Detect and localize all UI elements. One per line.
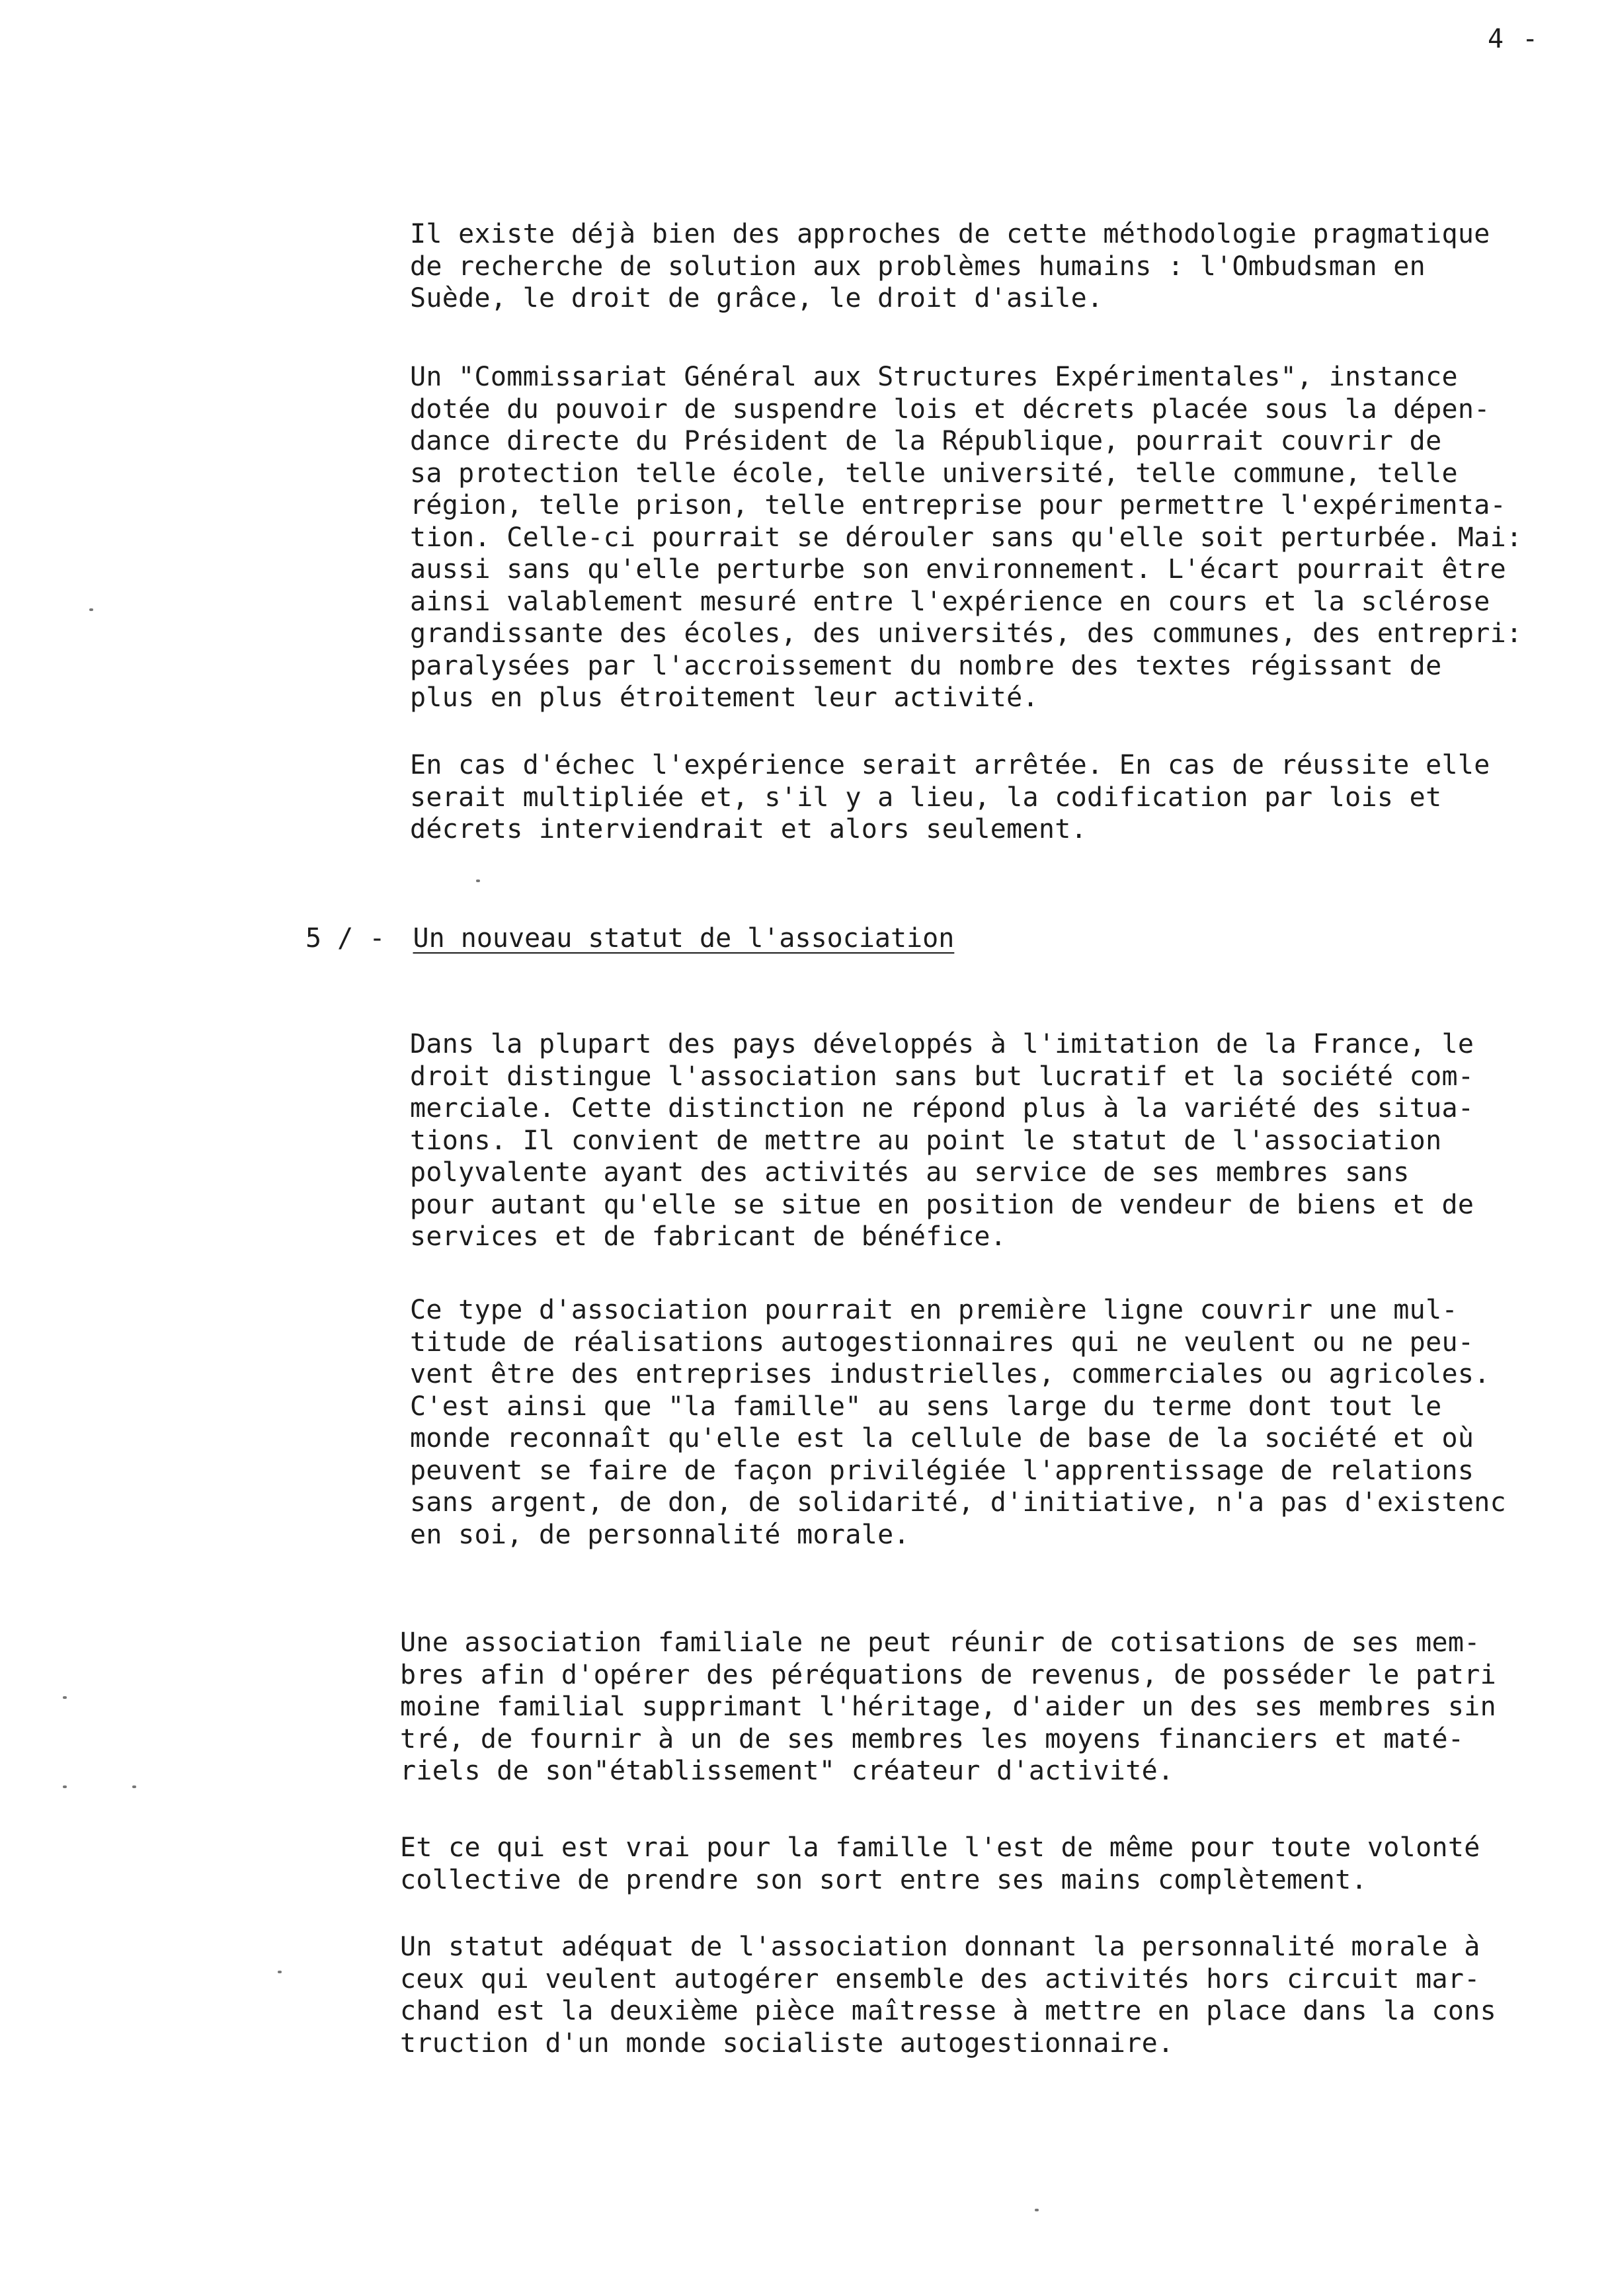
scan-speck <box>476 880 480 882</box>
section-heading <box>305 922 954 954</box>
section-number: 5 / - <box>305 923 385 954</box>
scan-speck <box>1035 2209 1039 2211</box>
paragraph-echec: En cas d'échec l'expérience serait arrêtée. En cas de réussite elle serait multipliée et, s'il y a lieu, la codification par lois et décrets interviendrait et alors seulement. <box>410 750 1490 844</box>
paragraph-type-association: Ce type d'association pourrait en première ligne couvrir une mul- titude de réalisations autogestionnaires qui ne veulent ou ne peu- vent être des entreprises industrielles, commerciales ou agricoles. C'est ainsi que "la famille" au sens large du terme dont tout le monde reconnaît qu'elle est la cellule de base de la société et où peuvent se faire de façon privilégiée l'apprentissage de relations sans argent, de don, de solidarité, d'initiative, n'a pas d'existenc en soi, de personnalité morale. <box>410 1295 1506 1550</box>
scan-speck <box>278 1971 282 1973</box>
scan-speck <box>63 1696 67 1699</box>
section-title: Un nouveau statut de l'association <box>413 923 955 954</box>
scan-speck <box>63 1785 67 1788</box>
page-number: 4 - <box>1488 24 1540 54</box>
scan-speck <box>89 608 93 611</box>
paragraph-statut-adequat: Un statut adéquat de l'association donnant la personnalité morale à ceux qui veulent autogérer ensemble des activités hors circuit mar- chand est la deuxième pièce maîtresse à mettre en place dans la cons truction d'un monde socialiste autogestionnaire. <box>400 1932 1496 2059</box>
scan-speck <box>132 1785 136 1788</box>
paragraph-famille-volonte: Et ce qui est vrai pour la famille l'est de même pour toute volonté collective de prendre son sort entre ses mains complètement. <box>400 1832 1480 1895</box>
paragraph-commissariat: Un "Commissariat Général aux Structures Expérimentales", instance dotée du pouvoir de suspendre lois et décrets placée sous la dépen- dance directe du Président de la République, pourrait couvrir de sa protection telle école, telle université, telle commune, telle région, telle prison, telle entreprise pour permettre l'expérimenta- tion. Celle-ci pourrait se dérouler sans qu'elle soit perturbée. Mai: aussi sans qu'elle perturbe son environnement. L'écart pourrait être ainsi valablement mesuré entre l'expérience en cours et la sclérose grandissante des écoles, des universités, des communes, des entrepri: paralysées par l'accroissement du nombre des textes régissant de plus en plus étroitement leur activité. <box>410 362 1523 713</box>
paragraph-approaches: Il existe déjà bien des approches de cette méthodologie pragmatique de recherche de solution aux problèmes humains : l'Ombudsman en Suède, le droit de grâce, le droit d'asile. <box>410 219 1490 313</box>
paragraph-association-familiale: Une association familiale ne peut réunir de cotisations de ses mem- bres afin d'opérer des péréquations de revenus, de posséder le patri moine familial supprimant l'héritage, d'aider un des ses membres sin tré, de fournir à un de ses membres les moyens financiers et maté- riels de son"établissement" créateur d'activité. <box>400 1627 1496 1786</box>
paragraph-pays-developpes: Dans la plupart des pays développés à l'imitation de la France, le droit distingue l'association sans but lucratif et la société com- merciale. Cette distinction ne répond plus à la variété des situa- tions. Il convient de mettre au point le statut de l'association polyvalente ayant des activités au service de ses membres sans pour autant qu'elle se situe en position de vendeur de biens et de services et de fabricant de bénéfice. <box>410 1029 1474 1252</box>
